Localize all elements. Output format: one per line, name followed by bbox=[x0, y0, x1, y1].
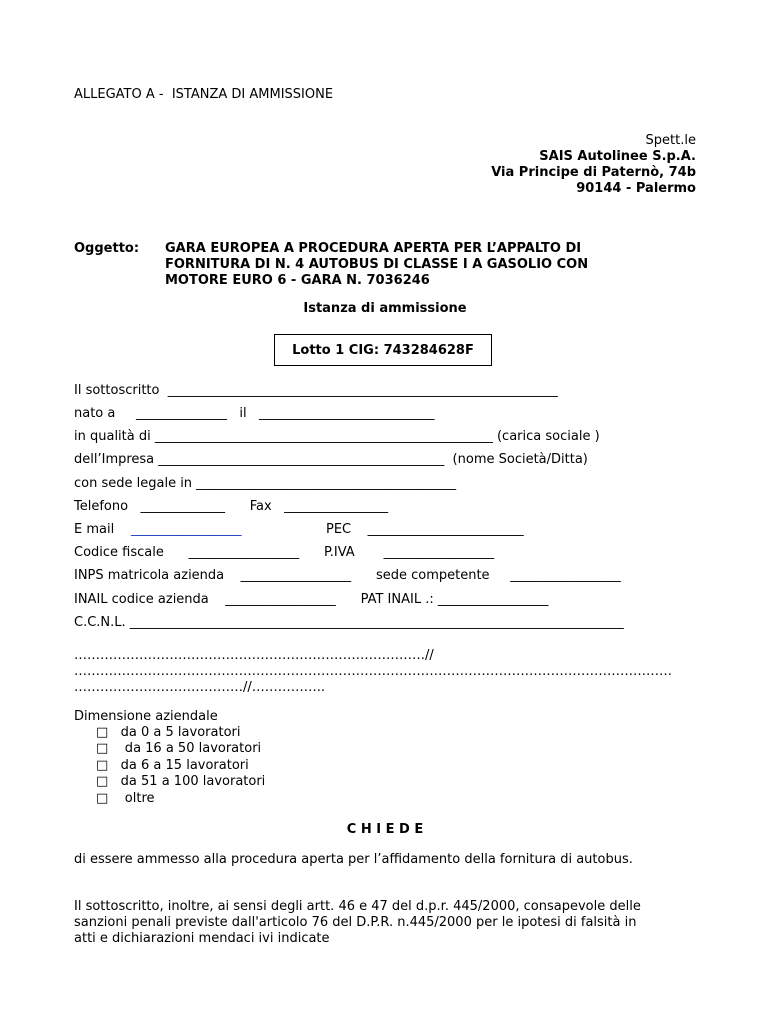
recipient-salutation: Spett.le bbox=[645, 133, 696, 148]
declaration-line: atti e dichiarazioni mendaci ivi indicate bbox=[74, 931, 330, 946]
subject-subtitle: Istanza di ammissione bbox=[303, 301, 467, 316]
field-dots[interactable]: ………………………………………………………………………………………………………………………… bbox=[74, 664, 672, 679]
size-option[interactable]: □ da 16 a 50 lavoratori bbox=[96, 741, 262, 756]
field-telefono-fax[interactable]: Telefono _____________ Fax ________________ bbox=[74, 499, 389, 514]
field-codice-fiscale[interactable]: Codice fiscale _________________ P.IVA _________________ bbox=[74, 545, 495, 560]
field-dots[interactable]: …………………………………//…………….. bbox=[74, 680, 326, 695]
chiede-heading: C H I E D E bbox=[346, 822, 424, 837]
recipient-city: 90144 - Palermo bbox=[576, 181, 696, 196]
document-title: ALLEGATO A - ISTANZA DI AMMISSIONE bbox=[74, 87, 334, 102]
company-size-label: Dimensione aziendale bbox=[74, 709, 218, 724]
field-sottoscritto[interactable]: Il sottoscritto ____________________________________________________________ bbox=[74, 383, 558, 398]
subject-line: MOTORE EURO 6 - GARA N. 7036246 bbox=[165, 273, 430, 288]
recipient-company: SAIS Autolinee S.p.A. bbox=[539, 149, 696, 164]
field-pec[interactable]: PEC ________________________ bbox=[326, 522, 524, 537]
field-impresa[interactable]: dell’Impresa ____________________________________________ (nome Società/Ditta) bbox=[74, 452, 588, 467]
declaration-line: sanzioni penali previste dall'articolo 76 del D.P.R. n.445/2000 per le ipotesi di falsità in bbox=[74, 915, 637, 930]
size-option[interactable]: □ oltre bbox=[96, 791, 155, 806]
declaration-line: Il sottoscritto, inoltre, ai sensi degli artt. 46 e 47 del d.p.r. 445/2000, consapevole delle bbox=[74, 899, 641, 914]
field-inail[interactable]: INAIL codice azienda _________________ PAT INAIL .: _________________ bbox=[74, 592, 549, 607]
subject-line: GARA EUROPEA A PROCEDURA APERTA PER L’APPALTO DI bbox=[165, 241, 582, 256]
chiede-text: di essere ammesso alla procedura aperta per l’affidamento della fornitura di autobus. bbox=[74, 852, 633, 867]
size-option[interactable]: □ da 0 a 5 lavoratori bbox=[96, 725, 241, 740]
subject-line: FORNITURA DI N. 4 AUTOBUS DI CLASSE I A GASOLIO CON bbox=[165, 257, 589, 272]
recipient-street: Via Principe di Paternò, 74b bbox=[491, 165, 696, 180]
field-ccnl[interactable]: C.C.N.L. ____________________________________________________________________________ bbox=[74, 615, 624, 630]
field-dots[interactable]: ………………………………………………………………………// bbox=[74, 648, 434, 663]
field-inps[interactable]: INPS matricola azienda _________________ sede competente _________________ bbox=[74, 568, 621, 583]
field-nato[interactable]: nato a ______________ il ___________________________ bbox=[74, 406, 435, 421]
size-option[interactable]: □ da 51 a 100 lavoratori bbox=[96, 774, 266, 789]
lot-cig-text: Lotto 1 CIG: 743284628F bbox=[292, 342, 474, 358]
field-email-label: E mail bbox=[74, 522, 115, 537]
field-email[interactable]: _________________ bbox=[131, 522, 242, 537]
size-option[interactable]: □ da 6 a 15 lavoratori bbox=[96, 758, 249, 773]
lot-cig-box bbox=[274, 334, 492, 366]
field-qualita[interactable]: in qualità di ____________________________________________________ (carica sociale ) bbox=[74, 429, 600, 444]
field-sede-legale[interactable]: con sede legale in ________________________________________ bbox=[74, 476, 457, 491]
subject-label: Oggetto: bbox=[74, 241, 140, 256]
